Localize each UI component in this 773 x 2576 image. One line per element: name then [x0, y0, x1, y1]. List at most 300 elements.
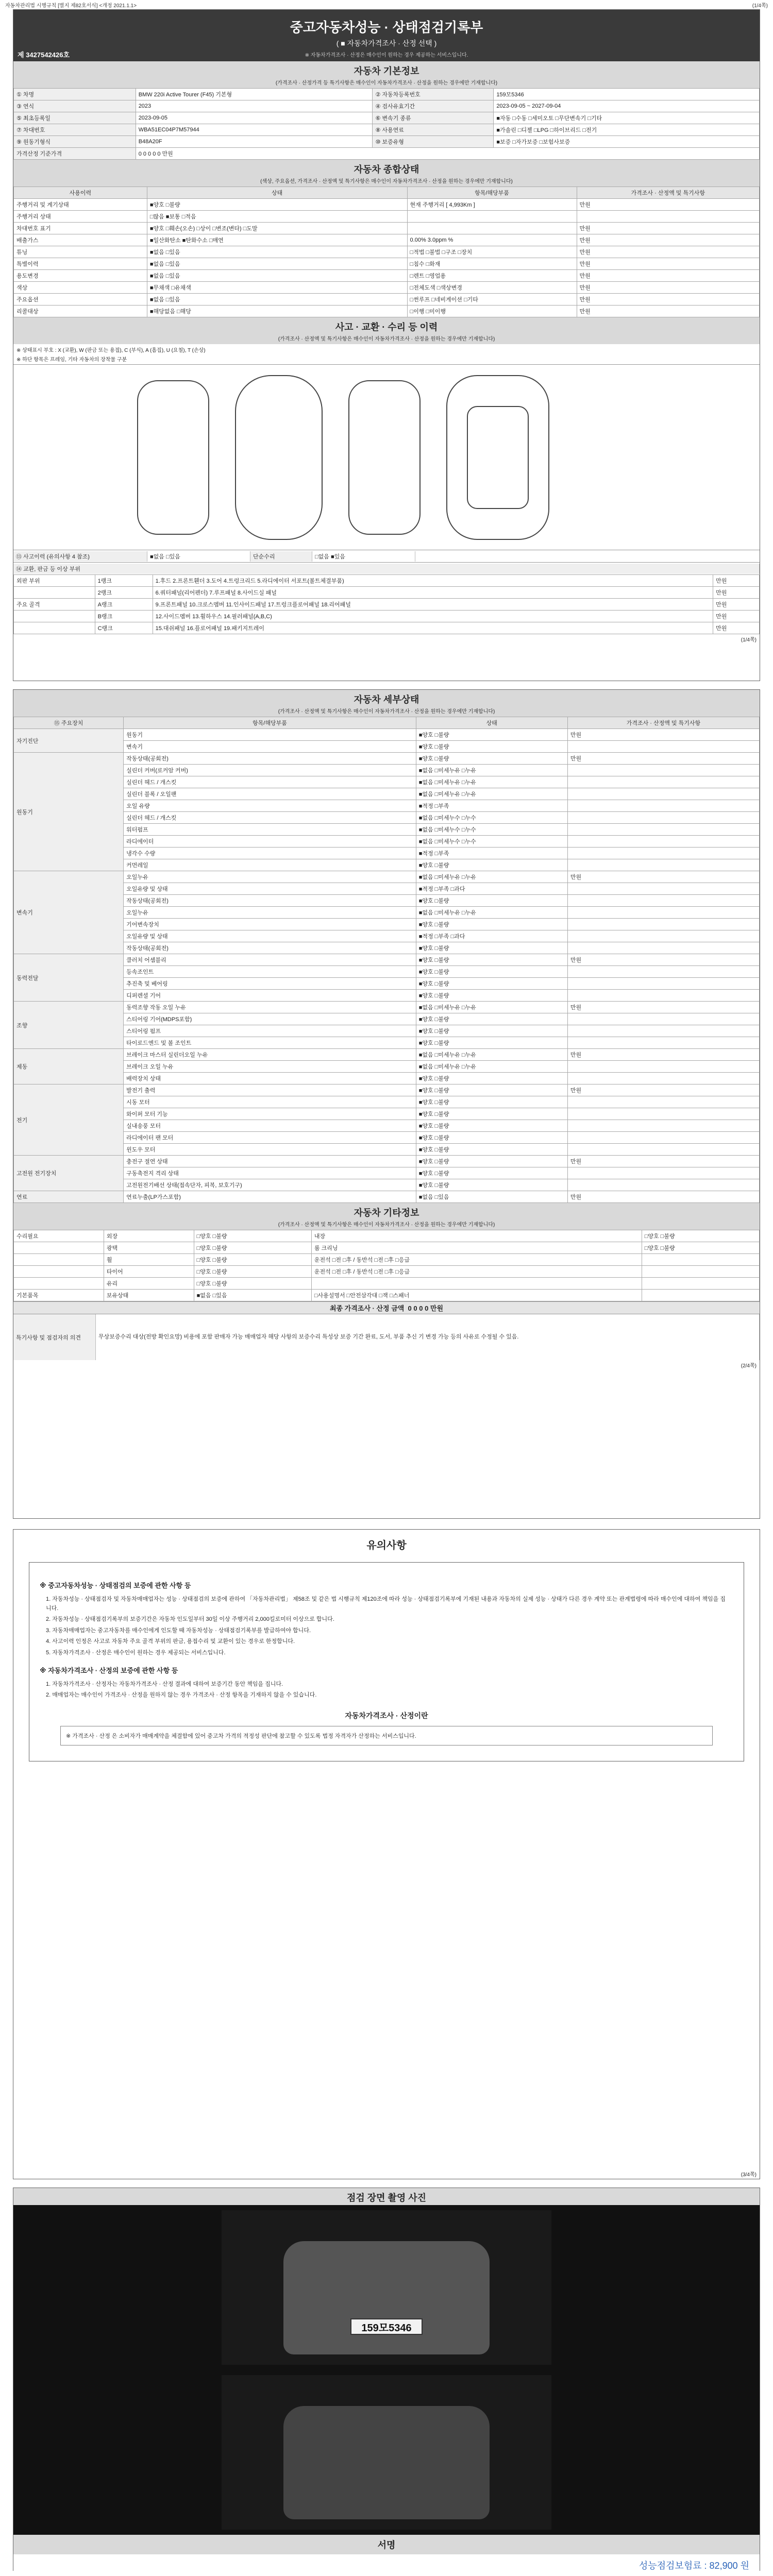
detail-state: ■양호 □불량: [416, 1167, 567, 1179]
detail-state: ■양호 □불량: [416, 1037, 567, 1049]
detail-row: [14, 919, 760, 930]
detail-row: [14, 1167, 760, 1179]
overall-row: [14, 294, 760, 306]
detail-price: 만원: [567, 753, 759, 765]
detail-price: [567, 990, 759, 1002]
rank-row: [14, 611, 760, 622]
detail-item: 시동 모터: [124, 1096, 416, 1108]
detail-state: ■양호 □불량: [416, 1132, 567, 1144]
detail-state: ■적정 □부족: [416, 800, 567, 812]
overall-desc: (색상, 주요옵션, 가격조사 · 산정액 및 특기사항은 매수인이 자동차가격조사 · 산정을 원하는 경우에만 기재합니다): [13, 177, 760, 187]
overall-row: [14, 306, 760, 317]
rank-label: B랭크: [95, 611, 153, 622]
notice-sub-text: ※ 가격조사 · 산정 은 소비자가 매매계약을 체결함에 있어 중고차 가격의 적정성 판단에 참고할 수 있도록 법정 자격자가 산정하는 서비스입니다.: [60, 1726, 713, 1745]
detail-header: 상태: [416, 717, 567, 729]
detail-price: [567, 1179, 759, 1191]
rank-parts: 1.후드 2.프론트휀더 3.도어 4.트렁크리드 5.라디에이터 서포트(볼트체결부품): [153, 575, 713, 587]
special-row: [13, 1314, 760, 1360]
special-label: 특기사항 및 점검자의 의견: [13, 1314, 96, 1360]
detail-row: [14, 930, 760, 942]
detail-price: 만원: [567, 1049, 759, 1061]
detail-state: ■없음 □있음: [416, 1191, 567, 1203]
other-cell: [642, 1290, 759, 1301]
other-cell: 휠: [104, 1254, 194, 1266]
accident-title: 사고 · 교환 · 수리 등 이력: [13, 317, 760, 334]
notice-paragraph: 5. 자동차가격조사 · 산정은 매수인이 원하는 경우 제공되는 서비스입니다.: [46, 1649, 226, 1656]
detail-price: [567, 919, 759, 930]
other-cell: 운전석 □전 □후 / 동반석 □전 □후 □응급: [311, 1266, 642, 1278]
other-cell: □양호 □불량: [642, 1230, 759, 1242]
detail-row: [14, 871, 760, 883]
detail-row: [14, 942, 760, 954]
detail-item: 냉각수 수량: [124, 848, 416, 859]
notice-paragraph-2: 2. 매매업자는 매수인이 가격조사 · 산정을 원하지 않는 경우 가격조사 · 산정 항목을 기재하지 않을 수 있습니다.: [46, 1692, 317, 1699]
detail-row: [14, 765, 760, 776]
detail-desc: (가격조사 · 산정액 및 특기사항은 매수인이 자동차가격조사 · 산정을 원하는 경우에만 기재합니다): [13, 707, 760, 717]
basic-info-value: ■자동 □수동 □세미오토 □무단변속기 □기타: [494, 112, 760, 124]
detail-row: [14, 859, 760, 871]
overall-item-value: ■없음 □있음: [147, 258, 407, 270]
detail-state: ■양호 □불량: [416, 859, 567, 871]
detail-row: [14, 990, 760, 1002]
detail-price: [567, 978, 759, 990]
rank-row: [14, 599, 760, 611]
detail-state: ■양호 □불량: [416, 1073, 567, 1084]
detail-price: 만원: [567, 871, 759, 883]
detail-price: 만원: [567, 729, 759, 741]
detail-item: 변속기: [124, 741, 416, 753]
detail-row: [14, 836, 760, 848]
detail-item: 클러치 어셈블리: [124, 954, 416, 966]
detail-price: [567, 883, 759, 895]
detail-item: 스티어링 펌프: [124, 1025, 416, 1037]
other-cell: [311, 1278, 642, 1290]
detail-item: 오일 유량: [124, 800, 416, 812]
other-cell: [14, 1266, 104, 1278]
sign-title: 서명: [13, 2535, 760, 2554]
detail-item: 작동상태(공회전): [124, 753, 416, 765]
detail-row: [14, 883, 760, 895]
overall-row: [14, 246, 760, 258]
panel-row: [13, 562, 760, 574]
detail-item: 등속조인트: [124, 966, 416, 978]
other-cell: [14, 1278, 104, 1290]
basic-info-value: BMW 220i Active Tourer (F45) 기본형: [136, 89, 373, 100]
final-price-row: [13, 1301, 760, 1314]
detail-state: ■없음 □미세누유 □누유: [416, 1002, 567, 1013]
basic-info-label: ⑦ 차대번호: [14, 124, 136, 136]
overall-item-value: 만원: [577, 234, 759, 246]
basic-info-value: 159모5346: [494, 89, 760, 100]
detail-state: ■양호 □불량: [416, 741, 567, 753]
form-reference: 자동차관리법 시행규칙 [별지 제82호서식] <개정 2021.1.1>: [5, 3, 137, 9]
overall-item-label: 튜닝: [14, 246, 147, 258]
detail-row: [14, 1025, 760, 1037]
other-row: [14, 1290, 760, 1301]
detail-item: 오일유량 및 상태: [124, 883, 416, 895]
detail-item: 오일누유: [124, 871, 416, 883]
detail-price: [567, 848, 759, 859]
basic-info-label: ③ 연식: [14, 100, 136, 112]
detail-price: [567, 930, 759, 942]
page-1: [13, 9, 760, 681]
basic-info-label: ⑤ 최초등록일: [14, 112, 136, 124]
other-cell: [14, 1242, 104, 1254]
detail-item: 스티어링 기어(MDPS포함): [124, 1013, 416, 1025]
overall-item-value: □침수 □화재: [407, 258, 577, 270]
accident-legend-2: ※ 하단 항목은 프레임, 기타 자동차의 장착물 구분: [16, 357, 127, 363]
detail-price: [567, 1096, 759, 1108]
detail-state: ■없음 □미세누수 □누수: [416, 812, 567, 824]
detail-state: ■없음 □미세누유 □누유: [416, 765, 567, 776]
detail-row: [14, 907, 760, 919]
detail-state: ■양호 □불량: [416, 1144, 567, 1156]
other-cell: □양호 □불량: [194, 1242, 311, 1254]
detail-price: 만원: [567, 1084, 759, 1096]
overall-header: 가격조사 · 산정액 및 특기사항: [577, 187, 759, 199]
detail-item: 라디에이터: [124, 836, 416, 848]
detail-state: ■적정 □부족 □과다: [416, 930, 567, 942]
detail-item: 충전구 절연 상태: [124, 1156, 416, 1167]
other-cell: □양호 □불량: [194, 1278, 311, 1290]
rank-price: 만원: [713, 587, 760, 599]
page-4: [13, 2188, 760, 2571]
detail-price: [567, 1144, 759, 1156]
detail-price: [567, 812, 759, 824]
detail-item: 커먼레일: [124, 859, 416, 871]
detail-group: 원동기: [14, 753, 124, 871]
overall-item-value: □많음 ■보통 □적음: [147, 211, 407, 223]
other-cell: 타이어: [104, 1266, 194, 1278]
rank-area: [14, 611, 95, 622]
detail-row: [14, 1120, 760, 1132]
final-price-label: 최종 가격조사 · 산정 금액: [329, 1304, 405, 1312]
detail-row: [14, 788, 760, 800]
other-cell: 내장: [311, 1230, 642, 1242]
detail-price: [567, 1037, 759, 1049]
other-cell: [642, 1278, 759, 1290]
detail-row: [14, 978, 760, 990]
detail-state: ■양호 □불량: [416, 966, 567, 978]
overall-item-value: [407, 211, 577, 223]
detail-table: [13, 717, 760, 1203]
rank-area: 외판 부위: [14, 575, 95, 587]
notice-paragraph: 3. 자동차매매업자는 중고자동차를 매수인에게 인도할 때 자동차성능 · 상태점검기록부를 발급하여야 합니다.: [46, 1627, 311, 1634]
detail-row: [14, 1144, 760, 1156]
detail-row: [14, 1191, 760, 1203]
detail-item: 타이로드엔드 및 볼 조인트: [124, 1037, 416, 1049]
basic-info-value: 2023: [136, 100, 373, 112]
basic-info-value: ■보증 □자가보증 □보험사보증: [494, 136, 760, 148]
detail-price: [567, 859, 759, 871]
document-note: ※ 자동차가격조사 · 산정은 매수인이 원하는 경우 제공하는 서비스입니다.: [305, 53, 468, 58]
overall-item-value: ■없음 □있음: [147, 270, 407, 282]
photos-title: 점검 장면 촬영 사진: [13, 2188, 760, 2205]
other-cell: □사용설명서 □안전삼각대 □잭 □스패너: [311, 1290, 642, 1301]
other-cell: □양호 □불량: [194, 1230, 311, 1242]
rank-label: C랭크: [95, 622, 153, 634]
rank-parts: 6.쿼터패널(리어펜더) 7.루프패널 8.사이드실 패널: [153, 587, 713, 599]
page-number-2: (2/4쪽): [741, 1363, 757, 1369]
price-row: [14, 148, 760, 160]
detail-row: [14, 800, 760, 812]
detail-state: ■양호 □불량: [416, 895, 567, 907]
notice-sub-title: 자동차가격조사 · 산정이란: [345, 1711, 428, 1720]
basic-info-value: 2023-09-05: [136, 112, 373, 124]
detail-state: ■적정 □부족: [416, 848, 567, 859]
inspection-photo-front: [222, 2210, 551, 2365]
detail-item: 원동기: [124, 729, 416, 741]
detail-price: [567, 895, 759, 907]
car-diagram: [13, 364, 760, 550]
overall-row: [14, 199, 760, 211]
detail-state: ■양호 □불량: [416, 1096, 567, 1108]
basic-info-title: 자동차 기본정보: [13, 61, 760, 78]
inspection-photo-rear: [222, 2375, 551, 2530]
detail-row: [14, 954, 760, 966]
price-label: 가격산정 기준가격: [14, 148, 136, 160]
detail-row: [14, 1179, 760, 1191]
detail-item: 오일유량 및 상태: [124, 930, 416, 942]
detail-price: [567, 942, 759, 954]
overall-item-label: 주요옵션: [14, 294, 147, 306]
detail-state: ■없음 □미세누수 □누수: [416, 824, 567, 836]
rank-price: 만원: [713, 611, 760, 622]
detail-item: 고전원전기배선 상태(접속단자, 피복, 보호기구): [124, 1179, 416, 1191]
document-header: [13, 10, 760, 61]
detail-state: ■양호 □불량: [416, 1013, 567, 1025]
detail-price: [567, 1108, 759, 1120]
document-number: 제 3427542426호: [18, 51, 70, 59]
rank-price: 만원: [713, 599, 760, 611]
other-cell: [642, 1266, 759, 1278]
detail-price: [567, 1061, 759, 1073]
accident-row: [13, 550, 760, 562]
detail-item: 브레이크 오일 누유: [124, 1061, 416, 1073]
car-left-outline: [137, 380, 209, 535]
detail-group: 변속기: [14, 871, 124, 954]
page-number-3: (3/4쪽): [741, 2172, 757, 2178]
overall-item-value: ■양호 □불량: [147, 199, 407, 211]
basic-info-label: ① 차명: [14, 89, 136, 100]
detail-row: [14, 776, 760, 788]
other-row: [14, 1254, 760, 1266]
overall-item-value: ■일산화탄소 ■탄화수소 □매연: [147, 234, 407, 246]
other-desc: (가격조사 · 산정액 및 특기사항은 매수인이 자동차가격조사 · 산정을 원하는 경우에만 기재합니다): [13, 1220, 760, 1230]
notice-title: 유의사항: [366, 1540, 407, 1551]
basic-info-row: [14, 124, 760, 136]
simple-repair-value: □없음 ■있음: [312, 551, 415, 562]
notice-heading-2: ※ 자동차가격조사 · 산정의 보증에 관한 사항 등: [40, 1666, 178, 1674]
basic-info-table: [13, 88, 760, 160]
overall-header: 상태: [147, 187, 407, 199]
overall-item-value: ■양호 □훼손(오손) □상이 □변조(변타) □도말: [147, 223, 407, 234]
detail-item: 구동축전지 격리 상태: [124, 1167, 416, 1179]
detail-item: 실린더 헤드 / 개스킷: [124, 812, 416, 824]
detail-state: ■양호 □불량: [416, 1179, 567, 1191]
accident-desc: (가격조사 · 산정액 및 특기사항은 매수인이 자동차가격조사 · 산정을 원하는 경우에만 기재합니다): [13, 334, 760, 344]
detail-price: [567, 776, 759, 788]
car-top-outline: [235, 375, 323, 540]
detail-row: [14, 1002, 760, 1013]
detail-row: [14, 1073, 760, 1084]
accident-legend: ※ 상태표시 부호 : X (교환), W (판금 또는 용접), C (부식), A (흠집), U (요철), T (손상): [16, 348, 206, 353]
rank-parts: 9.프론트패널 10.크로스멤버 11.인사이드패널 17.트렁크플로어패널 18.리어패널: [153, 599, 713, 611]
overall-item-value: [407, 223, 577, 234]
insurance-fee: 성능점검보험료 : 82,900 원: [13, 2554, 760, 2576]
overall-item-value: □전체도색 □색상변경: [407, 282, 577, 294]
overall-row: [14, 282, 760, 294]
detail-group: 자기진단: [14, 729, 124, 753]
detail-state: ■양호 □불량: [416, 1025, 567, 1037]
detail-state: ■없음 □미세누수 □누수: [416, 836, 567, 848]
detail-state: ■양호 □불량: [416, 1084, 567, 1096]
overall-header: 사용이력: [14, 187, 147, 199]
detail-title: 자동차 세부상태: [13, 690, 760, 707]
overall-item-value: 만원: [577, 223, 759, 234]
overall-item-value: ■없음 □있음: [147, 246, 407, 258]
other-cell: 수리필요: [14, 1230, 104, 1242]
other-cell: 기본품목: [14, 1290, 104, 1301]
notice-heading-1: ※ 중고자동차성능 · 상태점검의 보증에 관한 사항 등: [40, 1582, 191, 1589]
overall-item-label: 용도변경: [14, 270, 147, 282]
detail-price: 만원: [567, 1156, 759, 1167]
other-cell: □양호 □불량: [194, 1266, 311, 1278]
detail-price: [567, 1132, 759, 1144]
page-indicator: (1/4쪽): [752, 3, 768, 9]
overall-item-value: 만원: [577, 246, 759, 258]
other-cell: [642, 1254, 759, 1266]
notice-paragraph: 4. 사고이력 인정은 사고로 자동차 주요 골격 부위의 판금, 용접수리 및 교환이 있는 경우로 한정합니다.: [46, 1638, 295, 1645]
detail-state: ■양호 □불량: [416, 729, 567, 741]
detail-row: [14, 753, 760, 765]
detail-state: ■양호 □불량: [416, 954, 567, 966]
detail-price: [567, 1073, 759, 1084]
rank-parts: 12.사이드멤버 13.휠하우스 14.필러패널(A,B,C): [153, 611, 713, 622]
detail-group: 제동: [14, 1049, 124, 1084]
detail-state: ■양호 □불량: [416, 942, 567, 954]
detail-state: ■없음 □미세누유 □누유: [416, 907, 567, 919]
overall-item-value: 만원: [577, 282, 759, 294]
detail-row: [14, 895, 760, 907]
detail-state: ■없음 □미세누유 □누유: [416, 871, 567, 883]
overall-row: [14, 234, 760, 246]
rank-price: 만원: [713, 575, 760, 587]
detail-group: 연료: [14, 1191, 124, 1203]
other-cell: 유리: [104, 1278, 194, 1290]
detail-group: 동력전달: [14, 954, 124, 1002]
detail-header: 항목/해당부품: [124, 717, 416, 729]
detail-price: [567, 836, 759, 848]
overall-item-value: ■없음 □있음: [147, 294, 407, 306]
overall-item-value: 만원: [577, 258, 759, 270]
rank-area: [14, 587, 95, 599]
document-title: 중고자동차성능 · 상태점검기록부: [290, 20, 483, 35]
detail-row: [14, 824, 760, 836]
detail-row: [14, 1061, 760, 1073]
detail-price: [567, 966, 759, 978]
basic-info-value: WBA51EC04P7M57944: [136, 124, 373, 136]
overall-item-value: □썬루프 □네비게이션 □기타: [407, 294, 577, 306]
basic-info-label: ② 자동차등록번호: [373, 89, 494, 100]
other-row: [14, 1278, 760, 1290]
basic-info-label: ⑩ 보증유형: [373, 136, 494, 148]
overall-item-label: 리콜대상: [14, 306, 147, 317]
basic-info-label: ⑥ 변속기 종류: [373, 112, 494, 124]
other-table: [13, 1230, 760, 1301]
detail-price: [567, 765, 759, 776]
overall-item-label: 특별이력: [14, 258, 147, 270]
accident-label: ⑬ 사고이력 (유의사항 4 참조): [13, 551, 147, 562]
car-front-shape: [283, 2241, 490, 2354]
detail-price: [567, 800, 759, 812]
basic-info-value: ■가솔린 □디젤 □LPG □하이브리드 □전기: [494, 124, 760, 136]
detail-item: 실린더 블록 / 오일팬: [124, 788, 416, 800]
detail-state: ■없음 □미세누유 □누유: [416, 1049, 567, 1061]
overall-item-value: 만원: [577, 270, 759, 282]
detail-item: 동력조향 작동 오일 누유: [124, 1002, 416, 1013]
rank-area: [14, 622, 95, 634]
detail-price: [567, 788, 759, 800]
overall-item-value: □렌트 □영업용: [407, 270, 577, 282]
detail-row: [14, 1037, 760, 1049]
overall-item-value: 만원: [577, 199, 759, 211]
overall-item-value: 0.00% 3.0ppm %: [407, 234, 577, 246]
overall-item-label: 차대번호 표기: [14, 223, 147, 234]
overall-item-value: ■무채색 □유채색: [147, 282, 407, 294]
other-cell: 광택: [104, 1242, 194, 1254]
detail-row: [14, 966, 760, 978]
basic-info-row: [14, 89, 760, 100]
panel-label: ⑭ 교환, 판금 등 이상 부위: [13, 564, 760, 574]
overall-item-label: 주행거리 및 계기상태: [14, 199, 147, 211]
detail-price: [567, 907, 759, 919]
detail-row: [14, 1084, 760, 1096]
other-cell: [14, 1254, 104, 1266]
detail-header: 가격조사 · 산정액 및 특기사항: [567, 717, 759, 729]
rank-label: 1랭크: [95, 575, 153, 587]
overall-row: [14, 211, 760, 223]
detail-item: 연료누출(LP가스포함): [124, 1191, 416, 1203]
detail-price: [567, 741, 759, 753]
detail-group: 조향: [14, 1002, 124, 1049]
detail-state: ■없음 □미세누유 □누유: [416, 1061, 567, 1073]
accident-value: ■없음 □있음: [147, 551, 250, 562]
detail-price: 만원: [567, 954, 759, 966]
overall-item-value: □적법 □불법 □구조 □장치: [407, 246, 577, 258]
detail-item: 발전기 출력: [124, 1084, 416, 1096]
license-plate: 159모5346: [350, 2318, 423, 2335]
basic-info-row: [14, 136, 760, 148]
final-price-value: 0 0 0 0 만원: [408, 1304, 444, 1312]
document-subtitle: ( ■ 자동차가격조사 · 산정 선택 ): [336, 39, 437, 47]
detail-row: [14, 741, 760, 753]
detail-state: ■양호 □불량: [416, 753, 567, 765]
overall-row: [14, 258, 760, 270]
page-3: [13, 1529, 760, 2179]
basic-info-label: ④ 검사유효기간: [373, 100, 494, 112]
car-frame-inner: [467, 406, 529, 509]
detail-price: [567, 1025, 759, 1037]
detail-item: 와이퍼 모터 기능: [124, 1108, 416, 1120]
rank-table: [13, 574, 760, 634]
overall-item-value: 만원: [577, 306, 759, 317]
detail-row: [14, 1132, 760, 1144]
overall-item-label: 주행거리 상태: [14, 211, 147, 223]
detail-item: 워터펌프: [124, 824, 416, 836]
other-cell: ■없음 □있음: [194, 1290, 311, 1301]
car-right-outline: [348, 380, 421, 535]
